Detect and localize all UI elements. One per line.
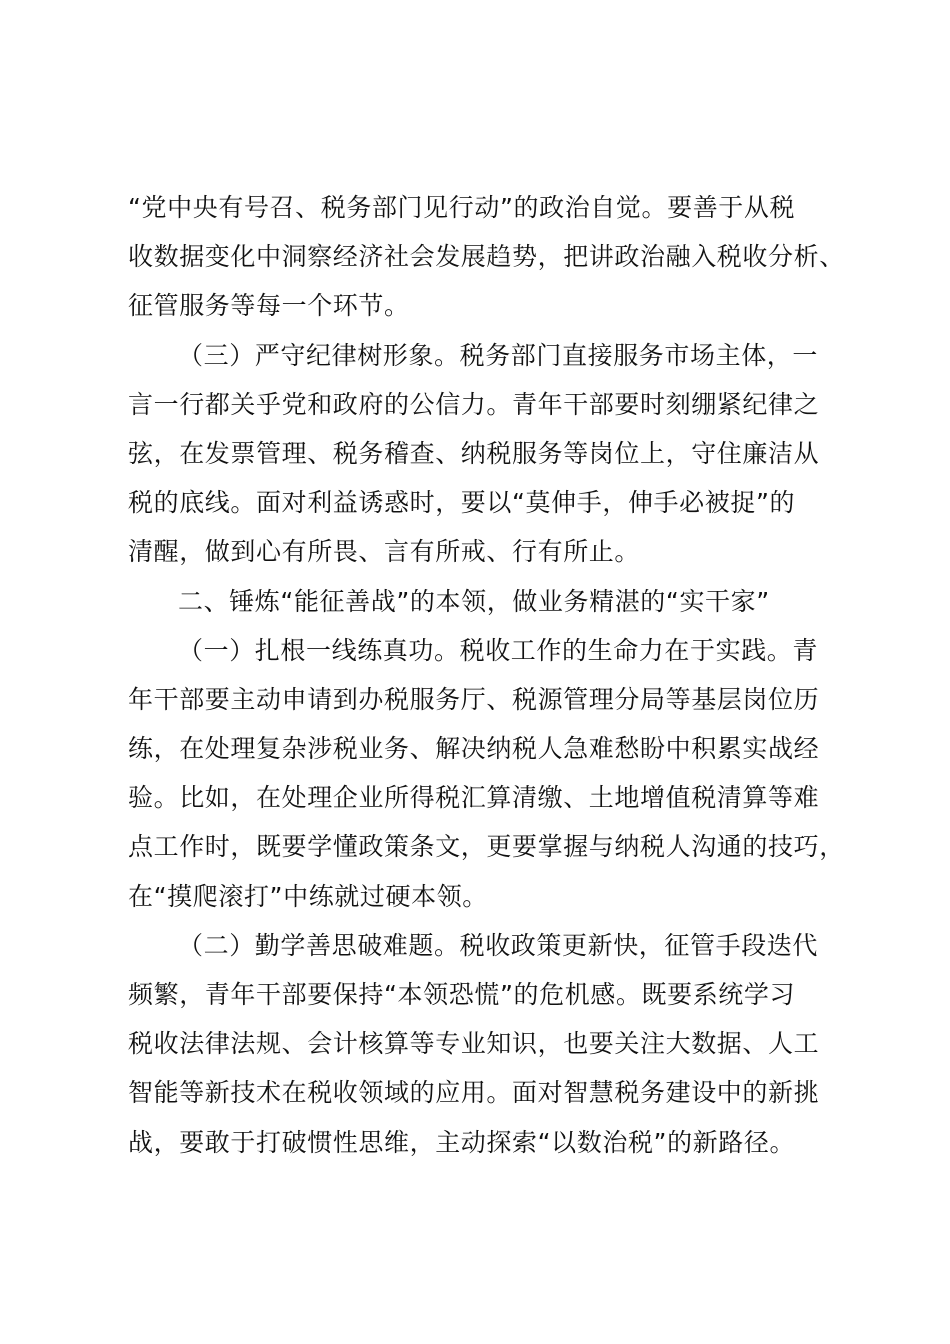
document-body	[128, 183, 848, 1167]
body-line: 智能等新技术在税收领域的应用。面对智慧税务建设中的新挑	[128, 1078, 820, 1108]
section-heading-1: （一）扎根一线练真功。税收工作的生命力在于实践。青	[178, 635, 819, 665]
body-line: 征管服务等每一个环节。	[128, 291, 410, 321]
body-line: 税的底线。面对利益诱惑时，要以“莫伸手，伸手必被捉”的	[128, 488, 796, 518]
body-line: 战，要敢于打破惯性思维，主动探索“以数治税”的新路径。	[128, 1127, 796, 1157]
body-line: 点工作时，既要学懂政策条文，更要掌握与纳税人沟通的技巧，	[128, 832, 845, 862]
body-line: 在“摸爬滚打”中练就过硬本领。	[128, 881, 488, 911]
chapter-heading-2: 二、锤炼“能征善战”的本领，做业务精湛的“实干家”	[178, 586, 770, 616]
section-heading-3: （三）严守纪律树形象。税务部门直接服务市场主体，一	[178, 340, 819, 370]
body-line: 弦，在发票管理、税务稽查、纳税服务等岗位上，守住廉洁从	[128, 438, 820, 468]
body-line: 言一行都关乎党和政府的公信力。青年干部要时刻绷紧纪律之	[128, 389, 820, 419]
section-heading-2: （二）勤学善思破难题。税收政策更新快，征管手段迭代	[178, 930, 819, 960]
body-line: 收数据变化中洞察经济社会发展趋势，把讲政治融入税收分析、	[128, 242, 845, 272]
body-line: 练，在处理复杂涉税业务、解决纳税人急难愁盼中积累实战经	[128, 734, 820, 764]
body-line: 验。比如，在处理企业所得税汇算清缴、土地增值税清算等难	[128, 783, 820, 813]
body-line: 税收法律法规、会计核算等专业知识，也要关注大数据、人工	[128, 1029, 820, 1059]
body-line: 清醒，做到心有所畏、言有所戒、行有所止。	[128, 537, 641, 567]
body-line: 年干部要主动申请到办税服务厅、税源管理分局等基层岗位历	[128, 684, 820, 714]
body-line: 频繁，青年干部要保持“本领恐慌”的危机感。既要系统学习	[128, 980, 796, 1009]
body-line: “党中央有号召、税务部门见行动”的政治自觉。要善于从税	[128, 193, 796, 222]
